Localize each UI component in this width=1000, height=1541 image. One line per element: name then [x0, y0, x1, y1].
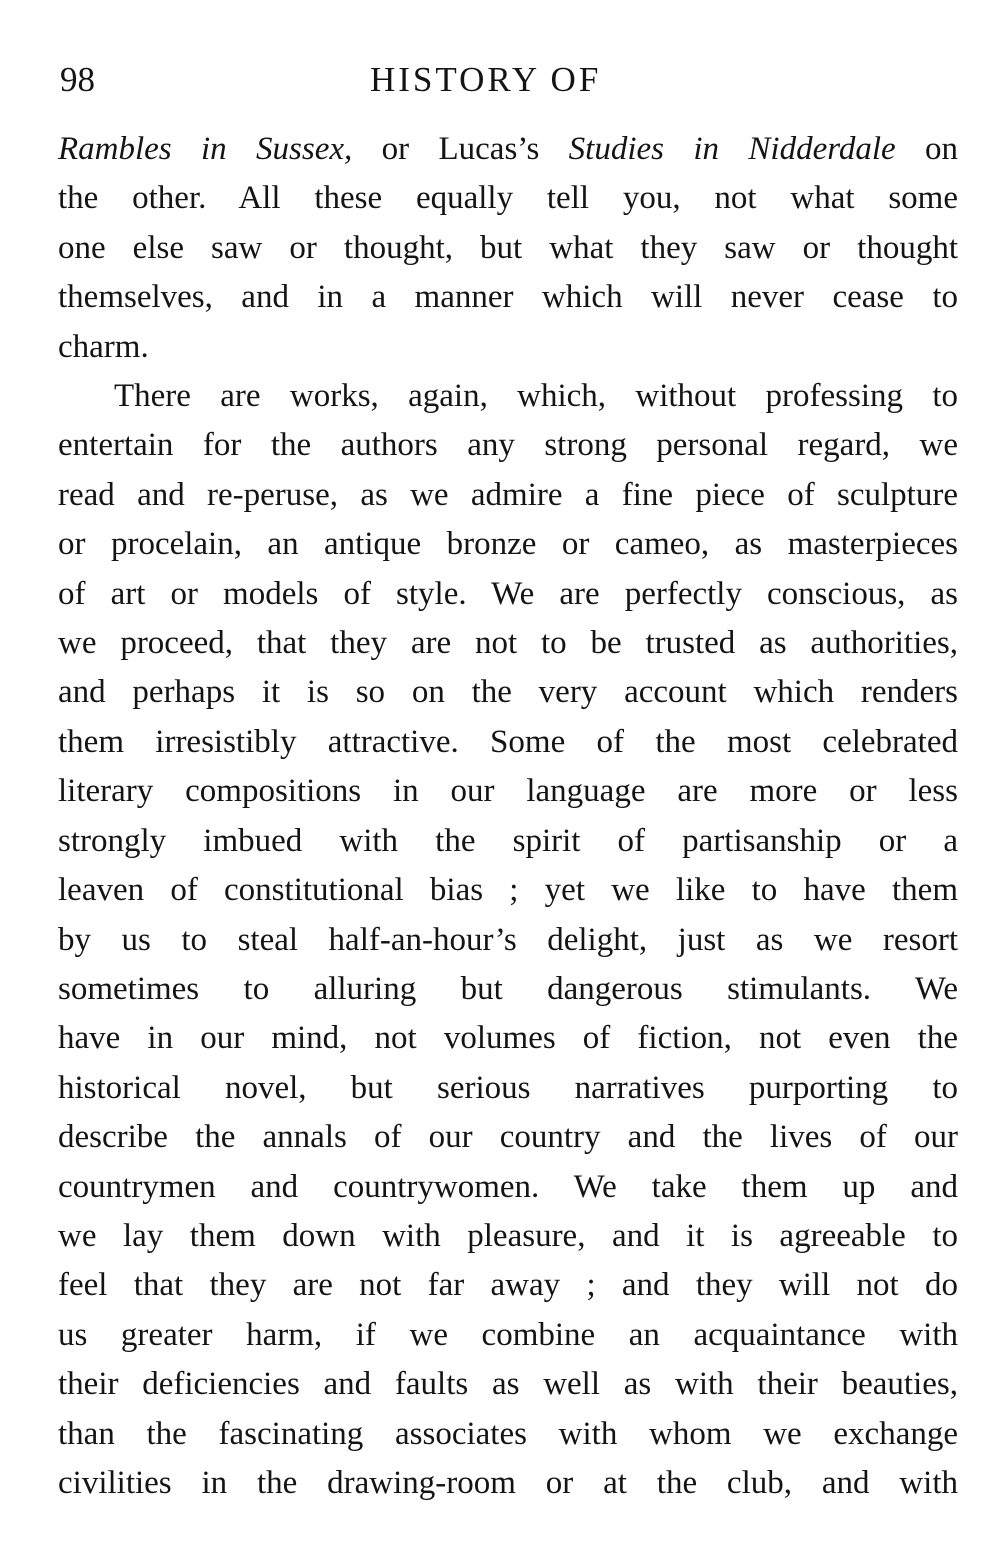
- text-line: [58, 1261, 958, 1310]
- text-line: [58, 125, 958, 174]
- text-line: [58, 866, 958, 915]
- text-line: [58, 668, 958, 717]
- text-line: [58, 372, 958, 421]
- paragraph: [58, 125, 958, 372]
- text-segment: of art or models of style. We are perfectly conscious, as: [58, 575, 958, 612]
- text-line: [58, 1212, 958, 1261]
- text-segment: charm.: [58, 328, 149, 365]
- text-segment: describe the annals of our country and the lives of our: [58, 1119, 958, 1156]
- text-segment: and perhaps it is so on the very account which renders: [58, 674, 958, 711]
- text-line: [58, 965, 958, 1014]
- text-line: [58, 421, 958, 470]
- text-line: [58, 619, 958, 668]
- text-segment: one else saw or thought, but what they saw or thought: [58, 229, 958, 266]
- text-segment: the other. All these equally tell you, not what some: [58, 180, 958, 217]
- text-line: [58, 273, 958, 322]
- text-segment: read and re-peruse, as we admire a fine piece of sculpture: [58, 476, 958, 513]
- text-segment: them irresistibly attractive. Some of the most celebrated: [58, 723, 958, 760]
- paragraph: [58, 372, 958, 1508]
- text-line: [58, 1360, 958, 1409]
- text-segment: countrymen and countrywomen. We take them up and: [58, 1168, 958, 1205]
- text-line: [58, 1311, 958, 1360]
- text-line: [58, 817, 958, 866]
- text-line: [58, 767, 958, 816]
- text-segment: we lay them down with pleasure, and it is agreeable to: [58, 1217, 958, 1254]
- text-segment: than the fascinating associates with whom we exchange: [58, 1415, 958, 1452]
- text-line: [58, 471, 958, 520]
- text-line: [58, 1410, 958, 1459]
- text-segment: feel that they are not far away ; and they will not do: [58, 1267, 958, 1304]
- text-segment: entertain for the authors any strong personal regard, we: [58, 427, 958, 464]
- text-line: [58, 323, 958, 372]
- running-head: HISTORY OF: [370, 60, 602, 99]
- text-line: [58, 1163, 958, 1212]
- text-segment: literary compositions in our language are more or less: [58, 773, 958, 810]
- text-segment: sometimes to alluring but dangerous stimulants. We: [58, 970, 958, 1007]
- page-header: [58, 55, 958, 105]
- text-segment: or procelain, an antique bronze or cameo, as masterpieces: [58, 526, 958, 563]
- italic-title: Studies in Nidderdale: [568, 131, 896, 167]
- text-line: [58, 1064, 958, 1113]
- book-page: [58, 55, 958, 1508]
- text-line: [58, 1459, 958, 1508]
- text-segment: or Lucas’s: [352, 131, 569, 167]
- text-line: [58, 916, 958, 965]
- text-segment: There are works, again, which, without professing to: [114, 378, 958, 415]
- page-number: 98: [60, 60, 95, 99]
- text-line: [58, 174, 958, 223]
- text-line: [58, 718, 958, 767]
- text-line: [58, 224, 958, 273]
- text-line: [58, 1113, 958, 1162]
- text-segment: us greater harm, if we combine an acquaintance with: [58, 1316, 958, 1353]
- text-segment: we proceed, that they are not to be trusted as authorities,: [58, 625, 958, 662]
- text-segment: on: [895, 131, 959, 167]
- text-line: [58, 570, 958, 619]
- text-segment: leaven of constitutional bias ; yet we like to have them: [58, 872, 958, 909]
- text-segment: themselves, and in a manner which will never cease to: [58, 279, 958, 316]
- italic-title: Rambles in Sussex,: [58, 131, 353, 167]
- text-line: [58, 1014, 958, 1063]
- text-segment: historical novel, but serious narratives purporting to: [58, 1069, 958, 1106]
- text-segment: their deficiencies and faults as well as with their beauties,: [58, 1366, 958, 1403]
- text-line: [58, 520, 958, 569]
- text-segment: by us to steal half-an-hour’s delight, just as we resort: [58, 921, 958, 958]
- text-segment: strongly imbued with the spirit of partisanship or a: [58, 822, 958, 859]
- text-segment: civilities in the drawing-room or at the club, and with: [58, 1464, 958, 1501]
- body-text: [58, 125, 958, 1508]
- text-segment: have in our mind, not volumes of fiction, not even the: [58, 1020, 958, 1057]
